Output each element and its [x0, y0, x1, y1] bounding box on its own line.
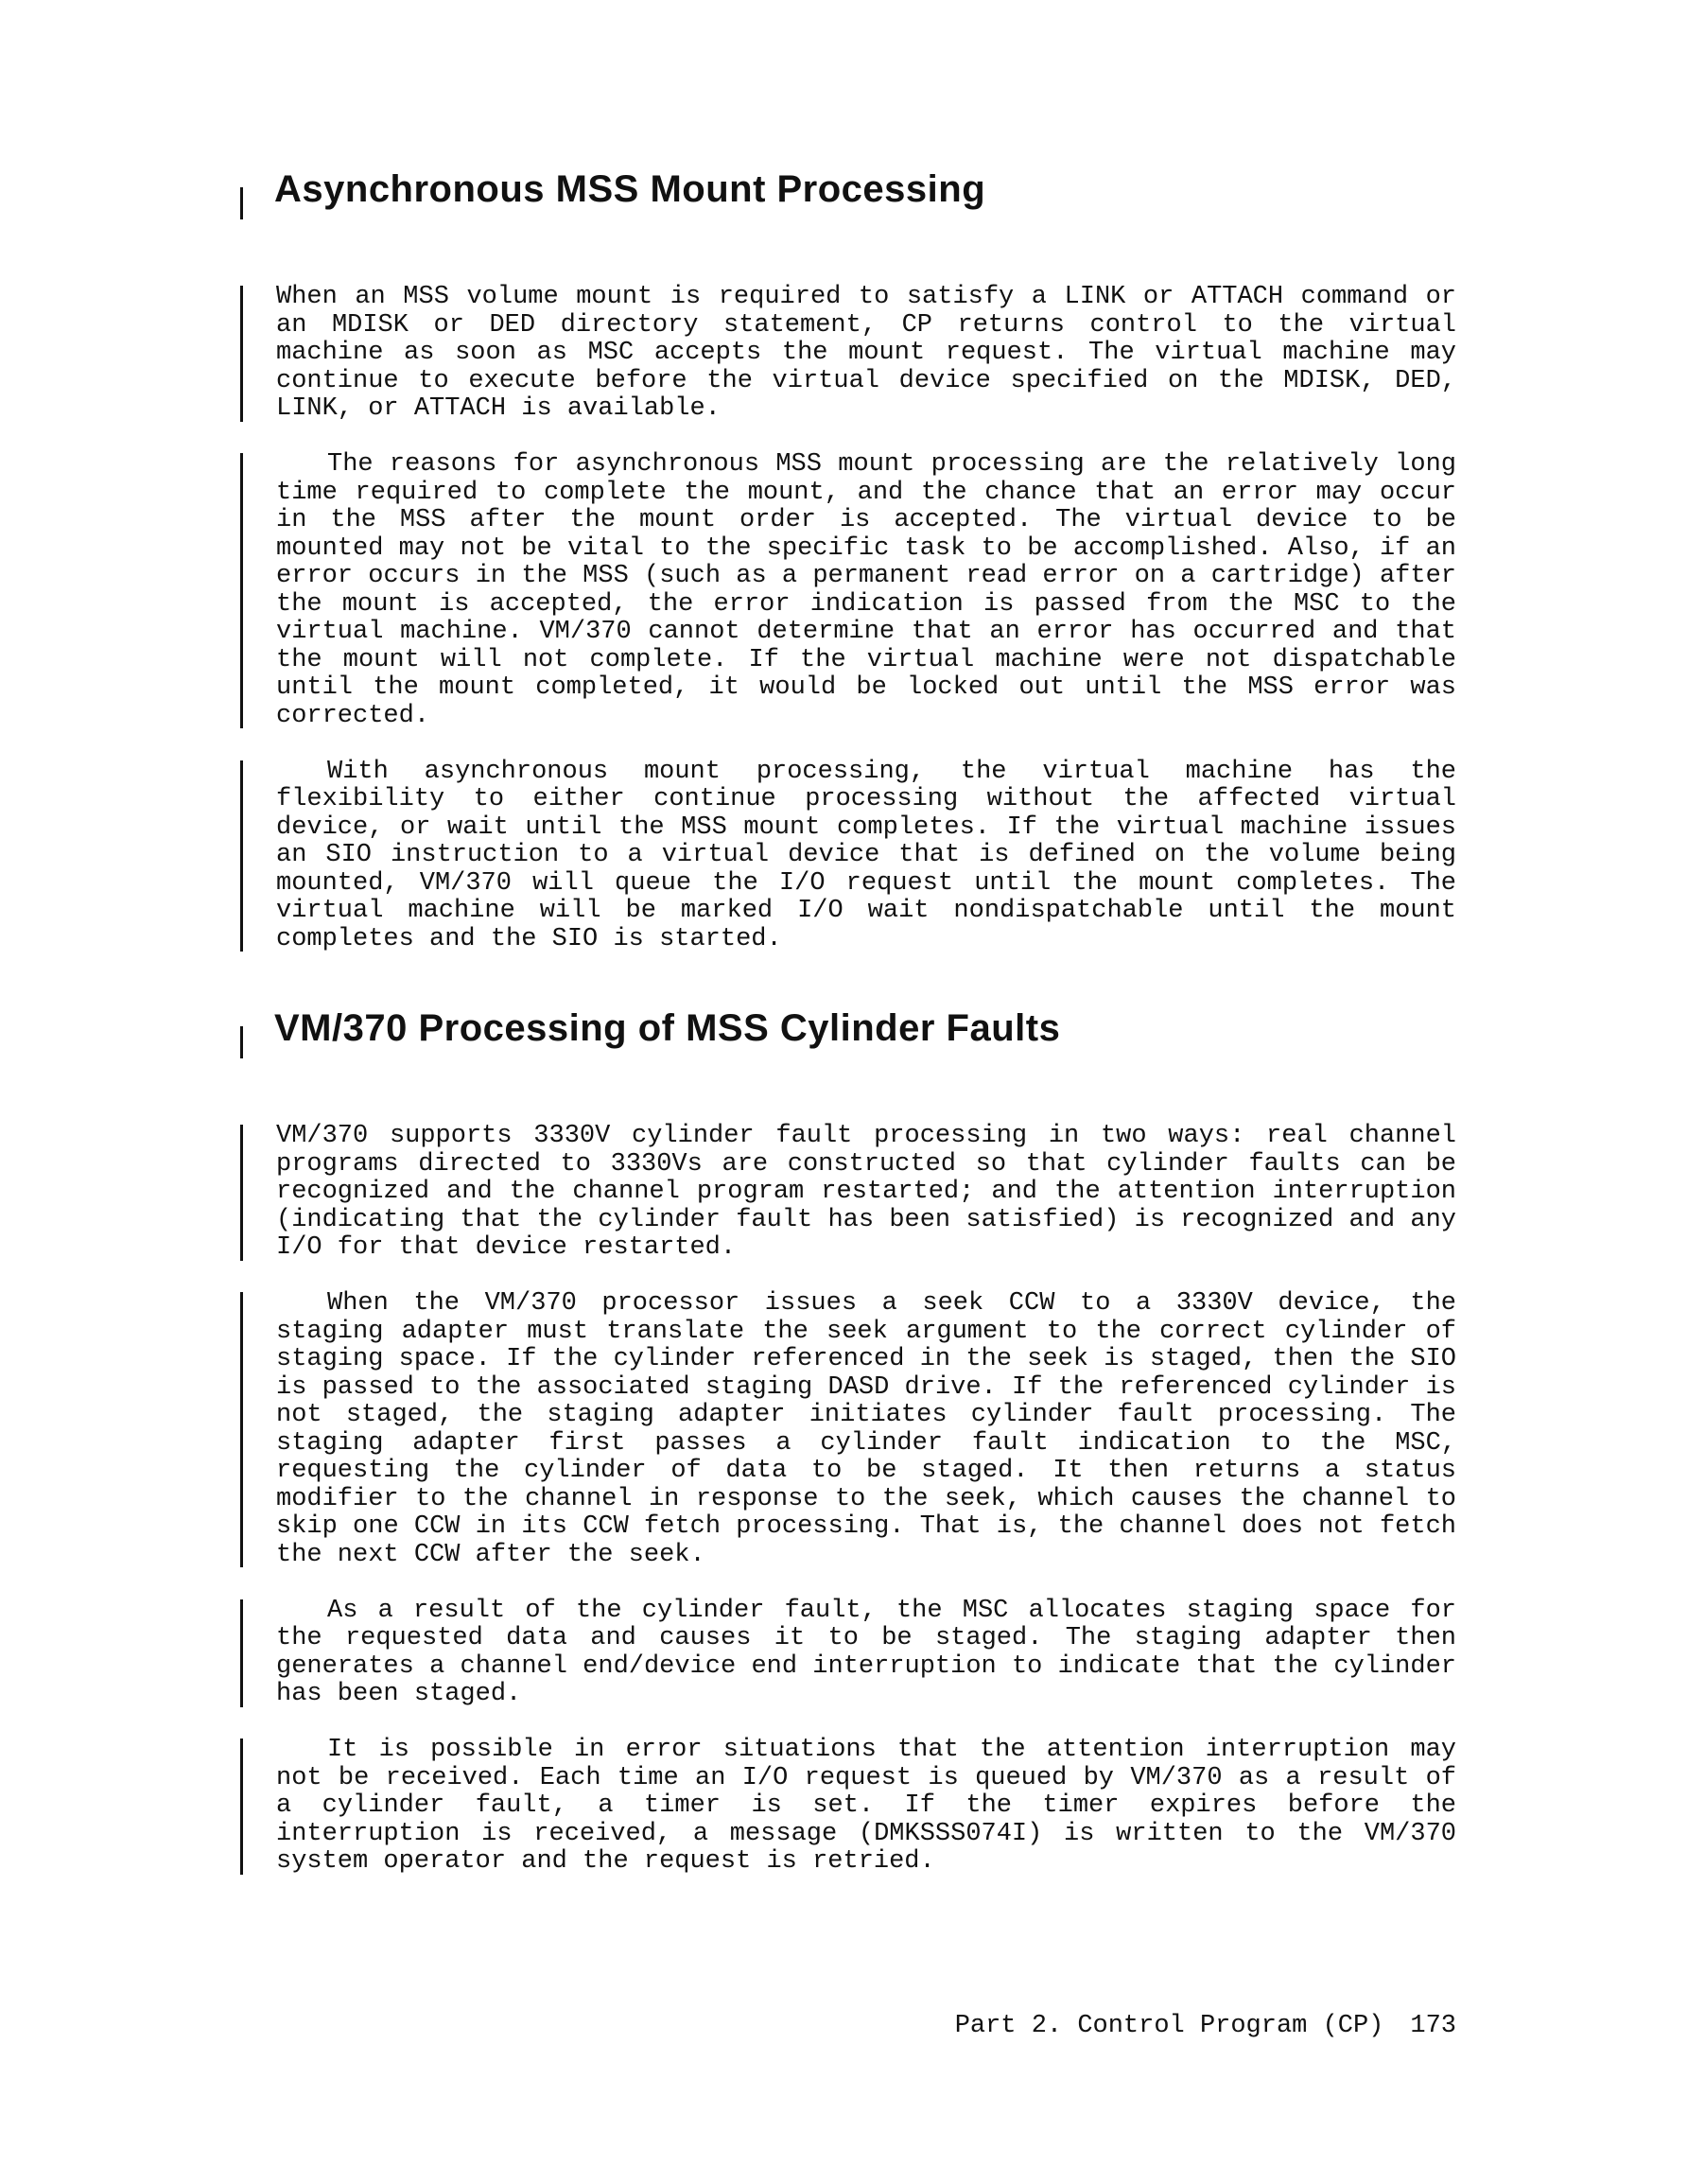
- section-title: VM/370 Processing of MSS Cylinder Faults: [274, 1007, 1061, 1049]
- section-title: Asynchronous MSS Mount Processing: [274, 168, 986, 210]
- section-body: [0, 284, 1687, 953]
- paragraph-text: As a result of the cylinder fault, the MSC allocates staging space for the requested data and causes it to be staged. The staging adapter then generates a channel end/device end interruption to indicate that the cylinder has been staged.: [276, 1596, 1456, 1708]
- paragraph: [0, 451, 1687, 730]
- section-body: [0, 1123, 1687, 1877]
- footer-part-label: Part 2. Control Program (CP): [954, 2012, 1384, 2040]
- section-mss-cylinder-faults: [0, 1007, 1687, 1904]
- section-heading-row: [0, 168, 1687, 225]
- revision-bar: [240, 1026, 243, 1058]
- paragraph-text: When an MSS volume mount is required to satisfy a LINK or ATTACH command or an MDISK or DED directory statement, CP returns control to the virtual machine as soon as MSC accepts the mount request. The virtual machine may continue to execute before the virtual device specified on the MDISK, DED, LINK, or ATTACH is available.: [276, 283, 1456, 423]
- revision-bar: [240, 187, 243, 219]
- paragraph: [0, 1123, 1687, 1263]
- revision-bar: [240, 1599, 243, 1707]
- revision-bar: [240, 760, 243, 952]
- section-heading-row: [0, 1007, 1687, 1064]
- paragraph-text: When the VM/370 processor issues a seek CCW to a 3330V device, the staging adapter must translate the seek argument to the correct cylinder of staging space. If the cylinder referenced in the seek is staged, then the SIO is passed to the associated staging DASD drive. If the referenced cylinder is not staged, the staging adapter initiates cylinder fault processing. The staging adapter first passes a cylinder fault indication to the MSC, requesting the cylinder of data to be staged. It then returns a status modifier to the channel in response to the seek, which causes the channel to skip one CCW in its CCW fetch processing. That is, the channel does not fetch the next CCW after the seek.: [276, 1289, 1456, 1569]
- page-footer: [955, 2012, 1456, 2040]
- revision-bar: [240, 1738, 243, 1875]
- paragraph: [0, 1598, 1687, 1709]
- paragraph-text: It is possible in error situations that the attention interruption may not be received. Each time an I/O request is queued by VM/370 as a result of a cylinder fault, a timer is set. If the timer expires before the interruption is received, a message (DMKSSS074I) is written to the VM/370 system operator and the request is retried.: [276, 1736, 1456, 1876]
- revision-bar: [240, 453, 243, 728]
- paragraph: [0, 284, 1687, 424]
- paragraph: [0, 1290, 1687, 1569]
- revision-bar: [240, 286, 243, 422]
- paragraph: [0, 1737, 1687, 1877]
- section-async-mss-mount: [0, 168, 1687, 982]
- paragraph: [0, 759, 1687, 954]
- revision-bar: [240, 1292, 243, 1567]
- page-number: 173: [1410, 2012, 1456, 2040]
- paragraph-text: The reasons for asynchronous MSS mount processing are the relatively long time required to complete the mount, and the chance that an error may occur in the MSS after the mount order is accepted. The virtual device to be mounted may not be vital to the specific task to be accomplished. Also, if an error occurs in the MSS (such as a permanent read error on a cartridge) after the mount is accepted, the error indication is passed from the MSC to the virtual machine. VM/370 cannot determine that an error has occurred and that the mount will not complete. If the virtual machine were not dispatchable until the mount completed, it would be locked out until the MSS error was corrected.: [276, 450, 1456, 730]
- revision-bar: [240, 1125, 243, 1261]
- paragraph-text: With asynchronous mount processing, the virtual machine has the flexibility to either continue processing without the affected virtual device, or wait until the MSS mount completes. If the virtual machine issues an SIO instruction to a virtual device that is defined on the volume being mounted, VM/370 will queue the I/O request until the mount completes. The virtual machine will be marked I/O wait nondispatchable until the mount completes and the SIO is started.: [276, 757, 1456, 953]
- paragraph-text: VM/370 supports 3330V cylinder fault processing in two ways: real channel programs directed to 3330Vs are constructed so that cylinder faults can be recognized and the channel program restarted; and the attention interruption (indicating that the cylinder fault has been satisfied) is recognized and any I/O for that device restarted.: [276, 1122, 1456, 1262]
